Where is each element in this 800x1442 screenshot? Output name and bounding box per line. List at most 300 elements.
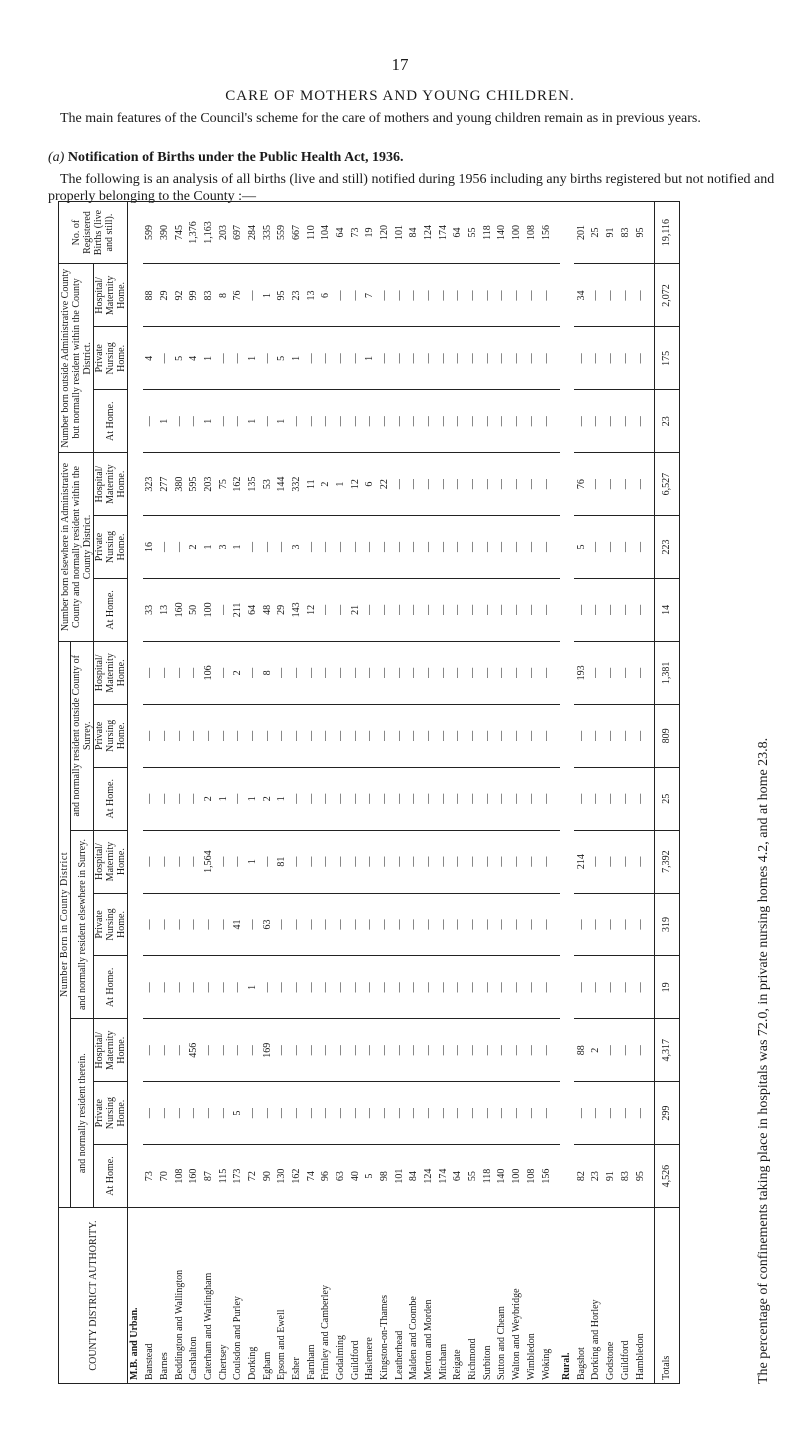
table-cell: — — [392, 516, 407, 579]
table-cell: 88 — [143, 264, 158, 327]
table-cell: — — [304, 327, 319, 390]
table-cell: — — [158, 327, 173, 390]
table-cell: — — [216, 956, 231, 1019]
table-cell: — — [495, 1082, 510, 1145]
table-cell: — — [216, 578, 231, 641]
authority-name: Leatherhead — [392, 1208, 407, 1384]
table-cell: — — [334, 578, 349, 641]
table-cell: — — [495, 830, 510, 893]
table-cell: — — [589, 767, 604, 830]
table-cell: — — [480, 578, 495, 641]
table-row — [539, 201, 560, 1383]
table-cell: 108 — [524, 201, 539, 264]
table-cell: 110 — [304, 201, 319, 264]
authority-name: Haslemere — [363, 1208, 378, 1384]
table-row — [392, 201, 407, 1383]
authority-name: Guildford — [618, 1208, 633, 1384]
table-cell: — — [290, 830, 305, 893]
table-cell: — — [172, 641, 187, 704]
table-cell: 23 — [589, 1145, 604, 1208]
table-cell: — — [158, 1082, 173, 1145]
table-cell: — — [392, 641, 407, 704]
table-cell: — — [510, 893, 525, 956]
table-cell: — — [524, 264, 539, 327]
table-cell: — — [510, 516, 525, 579]
table-cell: — — [319, 390, 334, 453]
authority-name: Carshalton — [187, 1208, 202, 1384]
table-cell: 2,072 — [654, 264, 679, 327]
table-cell: — — [466, 956, 481, 1019]
table-cell: — — [304, 516, 319, 579]
authority-name: Godalming — [334, 1208, 349, 1384]
table-cell: 19,116 — [654, 201, 679, 264]
table-cell: — — [539, 453, 560, 516]
table-cell: — — [524, 893, 539, 956]
table-cell: — — [158, 1019, 173, 1082]
table-cell: — — [392, 453, 407, 516]
table-cell: — — [392, 956, 407, 1019]
table-cell: 174 — [436, 1145, 451, 1208]
header-at-home: At Home. — [94, 578, 128, 641]
table-cell: 174 — [436, 201, 451, 264]
table-cell: 6,527 — [654, 453, 679, 516]
table-cell: — — [604, 1019, 619, 1082]
table-cell: — — [348, 956, 363, 1019]
table-cell: — — [480, 390, 495, 453]
table-cell: 25 — [589, 201, 604, 264]
authority-name: Hambledon — [633, 1208, 654, 1384]
table-cell: — — [275, 1019, 290, 1082]
table-cell: — — [510, 327, 525, 390]
table-cell: — — [510, 956, 525, 1019]
table-cell: — — [604, 453, 619, 516]
table-cell: — — [407, 1019, 422, 1082]
table-cell: — — [202, 893, 217, 956]
table-cell: 1 — [202, 516, 217, 579]
page-number: 17 — [391, 55, 409, 74]
table-cell: 1 — [334, 453, 349, 516]
table-cell: 101 — [392, 201, 407, 264]
table-cell: — — [495, 956, 510, 1019]
authority-name: Barnes — [158, 1208, 173, 1384]
table-row — [334, 201, 349, 1383]
table-cell: 95 — [633, 201, 654, 264]
table-cell: — — [187, 830, 202, 893]
header-at-home: At Home. — [94, 1145, 128, 1208]
table-cell: 12 — [348, 453, 363, 516]
table-cell: — — [422, 830, 437, 893]
table-cell: — — [524, 704, 539, 767]
table-cell: 456 — [187, 1019, 202, 1082]
intro-paragraph: The main features of the Council's scheme for the care of mothers and young children remain as in previous years. — [60, 111, 701, 126]
table-cell: 211 — [231, 578, 246, 641]
table-cell: 8 — [216, 264, 231, 327]
table-cell: 64 — [451, 201, 466, 264]
table-row — [290, 201, 305, 1383]
table-cell: — — [633, 264, 654, 327]
header-born-in-district: Number Born in County District — [59, 641, 71, 1207]
table-cell: — — [422, 516, 437, 579]
table-cell: — — [451, 1019, 466, 1082]
table-cell: 144 — [275, 453, 290, 516]
table-cell: — — [451, 516, 466, 579]
table-cell: — — [172, 830, 187, 893]
header-resident-outside: and normally resident outside County of Surrey. — [71, 641, 94, 830]
table-cell: — — [466, 1019, 481, 1082]
table-cell: 29 — [275, 578, 290, 641]
table-cell: — — [290, 641, 305, 704]
table-row — [574, 201, 589, 1383]
table-cell: 55 — [466, 1145, 481, 1208]
table-cell: 64 — [451, 1145, 466, 1208]
table-cell: — — [618, 390, 633, 453]
table-cell: — — [633, 1082, 654, 1145]
table-cell: 13 — [304, 264, 319, 327]
table-cell: 284 — [246, 201, 261, 264]
table-cell: 91 — [604, 201, 619, 264]
table-cell: — — [495, 704, 510, 767]
table-cell: — — [319, 767, 334, 830]
table-cell: — — [348, 704, 363, 767]
table-cell: 809 — [654, 704, 679, 767]
table-cell: — — [348, 327, 363, 390]
births-table — [58, 201, 680, 1384]
table-cell: — — [618, 893, 633, 956]
table-cell: — — [495, 641, 510, 704]
table-cell: 2 — [260, 767, 275, 830]
table-cell: 214 — [574, 830, 589, 893]
table-cell: 130 — [275, 1145, 290, 1208]
table-cell: 84 — [407, 201, 422, 264]
table-cell: — — [589, 704, 604, 767]
table-cell: — — [574, 390, 589, 453]
table-cell: 73 — [348, 201, 363, 264]
table-cell: 22 — [378, 453, 393, 516]
header-hospital: Hospital/ Maternity Home. — [94, 1019, 128, 1082]
table-cell: 82 — [574, 1145, 589, 1208]
authority-name: Reigate — [451, 1208, 466, 1384]
table-cell: — — [378, 516, 393, 579]
table-cell: 4 — [143, 327, 158, 390]
header-born-elsewhere: Number born elsewhere in Administrative County and normally resident within the County District. — [59, 453, 94, 642]
table-cell: 156 — [539, 1145, 560, 1208]
urban-heading: M.B. and Urban. — [128, 1208, 143, 1384]
table-cell: — — [604, 1082, 619, 1145]
table-cell: 81 — [275, 830, 290, 893]
authority-name: Merton and Morden — [422, 1208, 437, 1384]
table-row — [436, 201, 451, 1383]
table-cell: 40 — [348, 1145, 363, 1208]
table-cell: 1 — [202, 390, 217, 453]
table-cell: — — [348, 516, 363, 579]
table-cell: — — [422, 767, 437, 830]
table-cell: 1,381 — [654, 641, 679, 704]
table-cell: — — [574, 327, 589, 390]
table-cell: 29 — [158, 264, 173, 327]
table-cell: 14 — [654, 578, 679, 641]
table-cell: — — [539, 830, 560, 893]
table-cell: — — [172, 390, 187, 453]
table-cell: — — [231, 830, 246, 893]
table-cell: — — [495, 893, 510, 956]
table-cell: — — [231, 1019, 246, 1082]
authority-name: Kingston-on-Thames — [378, 1208, 393, 1384]
table-cell: — — [378, 893, 393, 956]
table-cell: — — [392, 578, 407, 641]
table-cell: — — [495, 453, 510, 516]
table-cell: — — [202, 1019, 217, 1082]
authority-name: Guildford — [348, 1208, 363, 1384]
table-cell: — — [392, 1082, 407, 1145]
table-cell: — — [407, 327, 422, 390]
table-cell: 64 — [246, 578, 261, 641]
authority-name: Beddington and Wallington — [172, 1208, 187, 1384]
table-cell: 599 — [143, 201, 158, 264]
table-cell: — — [216, 327, 231, 390]
rural-heading-row — [560, 201, 575, 1383]
table-cell: — — [539, 327, 560, 390]
table-cell: 5 — [172, 327, 187, 390]
table-cell: 72 — [246, 1145, 261, 1208]
table-cell: — — [172, 893, 187, 956]
table-cell: — — [436, 327, 451, 390]
table-cell: — — [143, 767, 158, 830]
table-cell: 193 — [574, 641, 589, 704]
header-hospital: Hospital/ Maternity Home. — [94, 264, 128, 327]
table-cell: — — [451, 453, 466, 516]
table-cell: — — [231, 390, 246, 453]
table-cell: — — [466, 578, 481, 641]
authority-name: Totals — [654, 1208, 679, 1384]
table-cell: — — [633, 704, 654, 767]
table-cell: — — [363, 516, 378, 579]
table-cell: — — [378, 767, 393, 830]
table-cell: 2 — [231, 641, 246, 704]
table-cell: — — [334, 390, 349, 453]
table-cell: 1 — [246, 767, 261, 830]
table-row — [143, 201, 158, 1383]
table-cell: 118 — [480, 201, 495, 264]
table-cell: — — [348, 767, 363, 830]
table-cell: — — [480, 830, 495, 893]
table-cell: — — [480, 1082, 495, 1145]
table-row — [480, 201, 495, 1383]
table-cell: 160 — [187, 1145, 202, 1208]
table-cell: — — [319, 516, 334, 579]
table-cell: — — [480, 641, 495, 704]
table-cell: 380 — [172, 453, 187, 516]
table-cell: — — [633, 767, 654, 830]
table-cell: — — [348, 893, 363, 956]
table-cell: — — [422, 1019, 437, 1082]
table-cell: 559 — [275, 201, 290, 264]
table-cell: — — [539, 1019, 560, 1082]
table-cell: 88 — [574, 1019, 589, 1082]
table-cell: — — [604, 516, 619, 579]
table-cell: 90 — [260, 1145, 275, 1208]
table-cell: — — [216, 1082, 231, 1145]
table-cell: — — [290, 893, 305, 956]
table-cell: — — [539, 1082, 560, 1145]
table-cell: — — [143, 830, 158, 893]
table-row — [589, 201, 604, 1383]
table-cell: — — [589, 830, 604, 893]
table-cell: — — [451, 641, 466, 704]
table-cell: — — [290, 390, 305, 453]
table-cell: — — [480, 327, 495, 390]
table-cell: — — [392, 264, 407, 327]
table-cell: — — [378, 956, 393, 1019]
table-cell: — — [319, 830, 334, 893]
table-row — [348, 201, 363, 1383]
table-cell: 74 — [304, 1145, 319, 1208]
table-cell: — — [574, 704, 589, 767]
table-cell: — — [260, 830, 275, 893]
authority-name: Godstone — [604, 1208, 619, 1384]
table-cell: — — [589, 893, 604, 956]
table-cell: — — [604, 767, 619, 830]
table-cell: — — [524, 641, 539, 704]
table-row — [604, 201, 619, 1383]
table-cell: — — [589, 327, 604, 390]
table-cell: — — [422, 390, 437, 453]
authority-name: Malden and Coombe — [407, 1208, 422, 1384]
table-cell: — — [436, 1082, 451, 1145]
table-cell: 12 — [304, 578, 319, 641]
table-cell: 3 — [290, 516, 305, 579]
table-cell: — — [348, 264, 363, 327]
table-row — [451, 201, 466, 1383]
table-cell: 13 — [158, 578, 173, 641]
table-cell: 173 — [231, 1145, 246, 1208]
table-cell: — — [143, 1082, 158, 1145]
table-cell: — — [633, 830, 654, 893]
table-cell: 203 — [216, 201, 231, 264]
table-cell: 169 — [260, 1019, 275, 1082]
table-cell: 5 — [231, 1082, 246, 1145]
table-cell: — — [202, 704, 217, 767]
authority-name: Sutton and Cheam — [495, 1208, 510, 1384]
table-cell: — — [334, 956, 349, 1019]
table-cell: 323 — [143, 453, 158, 516]
table-cell: — — [260, 704, 275, 767]
authority-name: Surbiton — [480, 1208, 495, 1384]
table-cell: — — [392, 893, 407, 956]
table-cell: — — [510, 641, 525, 704]
table-cell: — — [618, 641, 633, 704]
table-cell: — — [589, 1082, 604, 1145]
table-cell: 19 — [363, 201, 378, 264]
table-cell: 162 — [231, 453, 246, 516]
header-hospital: Hospital/ Maternity Home. — [94, 830, 128, 893]
table-cell: — — [618, 956, 633, 1019]
table-cell: — — [378, 704, 393, 767]
header-private-home: Private Nursing Home. — [94, 893, 128, 956]
table-cell: — — [348, 641, 363, 704]
table-cell: — — [633, 1019, 654, 1082]
table-cell: — — [216, 1019, 231, 1082]
table-cell: 98 — [378, 1145, 393, 1208]
table-cell: — — [451, 956, 466, 1019]
table-cell: — — [422, 704, 437, 767]
table-cell: — — [216, 893, 231, 956]
table-cell: — — [422, 1082, 437, 1145]
table-cell: 8 — [260, 641, 275, 704]
table-cell: — — [524, 767, 539, 830]
table-cell: — — [348, 1082, 363, 1145]
table-cell: — — [319, 704, 334, 767]
table-cell: — — [604, 956, 619, 1019]
table-cell: — — [524, 830, 539, 893]
table-cell: — — [422, 956, 437, 1019]
table-cell: 156 — [539, 201, 560, 264]
table-cell: — — [378, 264, 393, 327]
table-cell: — — [407, 578, 422, 641]
table-cell: — — [304, 767, 319, 830]
table-cell: — — [378, 830, 393, 893]
table-cell: — — [480, 956, 495, 1019]
table-cell: — — [378, 641, 393, 704]
authority-name: Epsom and Ewell — [275, 1208, 290, 1384]
table-cell: 87 — [202, 1145, 217, 1208]
table-cell: 697 — [231, 201, 246, 264]
table-cell: — — [466, 390, 481, 453]
table-cell: 3 — [216, 516, 231, 579]
table-cell: — — [604, 641, 619, 704]
table-cell: — — [187, 1082, 202, 1145]
table-cell: 99 — [187, 264, 202, 327]
table-cell: 201 — [574, 201, 589, 264]
table-cell: — — [363, 1019, 378, 1082]
table-cell: 21 — [348, 578, 363, 641]
table-cell: — — [378, 327, 393, 390]
header-hospital: Hospital/ Maternity Home. — [94, 453, 128, 516]
table-row — [187, 201, 202, 1383]
table-cell: — — [618, 264, 633, 327]
table-cell: — — [172, 1019, 187, 1082]
table-cell: 1 — [202, 327, 217, 390]
table-cell: — — [348, 390, 363, 453]
table-cell: — — [172, 956, 187, 1019]
table-cell: — — [363, 390, 378, 453]
table-cell: — — [466, 1082, 481, 1145]
table-cell: — — [466, 704, 481, 767]
table-cell: — — [246, 264, 261, 327]
table-cell: — — [158, 641, 173, 704]
table-cell: — — [216, 390, 231, 453]
authority-name: Woking — [539, 1208, 560, 1384]
table-cell: 5 — [363, 1145, 378, 1208]
table-cell: — — [436, 641, 451, 704]
table-cell: — — [304, 893, 319, 956]
table-cell: — — [143, 390, 158, 453]
table-cell: — — [348, 1019, 363, 1082]
table-cell: — — [304, 390, 319, 453]
table-cell: 2 — [319, 453, 334, 516]
table-cell: 91 — [604, 1145, 619, 1208]
table-cell: 41 — [231, 893, 246, 956]
table-cell: 7 — [363, 264, 378, 327]
table-cell: — — [466, 893, 481, 956]
table-cell: — — [231, 956, 246, 1019]
table-cell: 2 — [589, 1019, 604, 1082]
table-cell: — — [436, 264, 451, 327]
table-cell: — — [524, 453, 539, 516]
table-cell: 5 — [574, 516, 589, 579]
table-cell: 667 — [290, 201, 305, 264]
table-cell: — — [158, 956, 173, 1019]
table-cell: — — [334, 830, 349, 893]
